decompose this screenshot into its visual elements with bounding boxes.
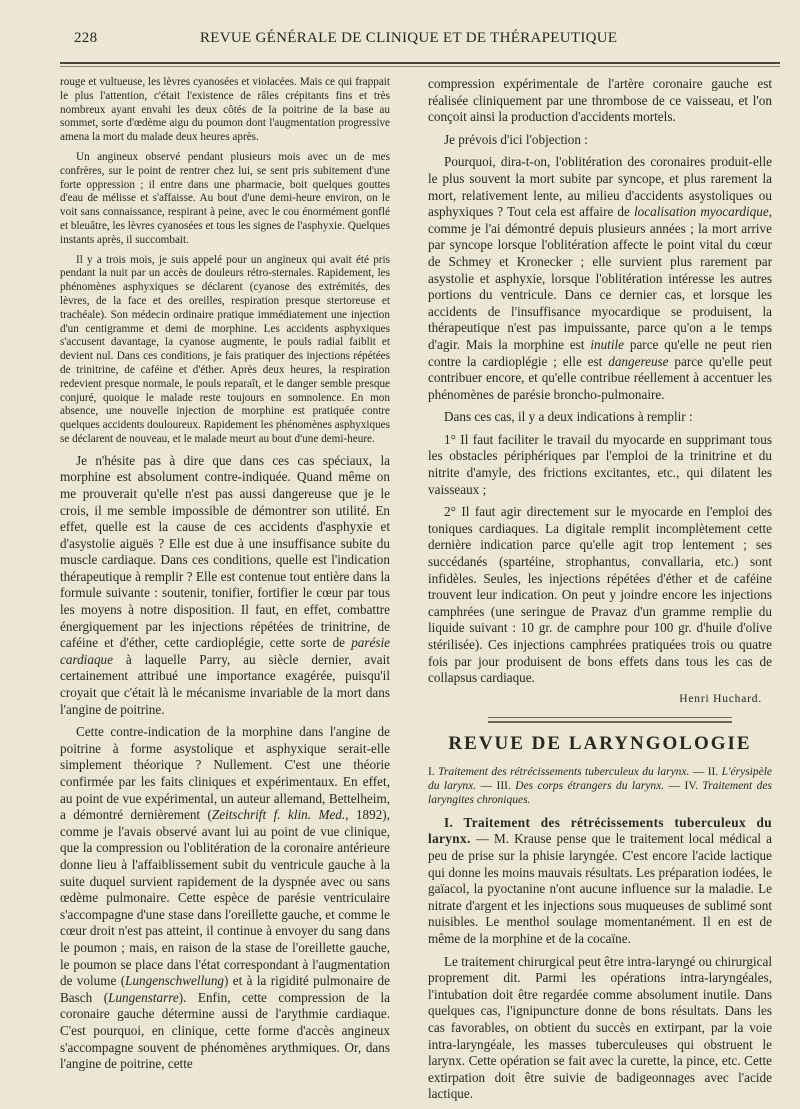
- body-paragraph-5: [428, 154, 772, 403]
- text-run: ) et à la rigidité pulmonaire de Basch (: [60, 973, 390, 1005]
- emphasis: localisation myocardique,: [633, 204, 773, 220]
- body-paragraph-2: [60, 724, 390, 1072]
- body-paragraph-8: 2° Il faut agir directement sur le myocarde en l'emploi des toniques cardiaques. La digitale remplit incomplètement cette dernière indication parce qu'elle agit trop lentement ; ses succédanés (spartéine, strophantus, convallaria, etc.) sont infidèles. Seules, les injections répétées d'éther et de caféine trouvent leur indication. On peut y joindre encore les injections camphrées (une seringue de Pravaz d'un gramme remplie du liquide suivant : 10 gr. de camphre pour 100 gr. d'huile d'olive stérilisée). Ces injections camphrées pratiquées trois ou quatre fois par jour produisent de bons effets dans tous les cas de collapsus cardiaque.: [428, 504, 772, 686]
- article-heading: I. Traitement des rétrécissements tuberculeux du larynx.: [428, 814, 772, 847]
- section-rule-top: [488, 717, 732, 718]
- running-title: REVUE GÉNÉRALE DE CLINIQUE ET DE THÉRAPEUTIQUE: [200, 30, 618, 46]
- body-paragraph-4: Je prévois d'ici l'objection :: [444, 131, 588, 147]
- text-run: parce qu'elle peut contribuer encore, et qu'elle contribue réellement à accentuer les phénomènes de parésie broncho-pulmonaire.: [428, 353, 772, 402]
- body-paragraph-7: 1° Il faut faciliter le travail du myocarde en supprimant tous les obstacles périphériques par l'emploi de la trinitrine et du nitrite d'amyle, des frictions excitantes, etc., qui dilatent les vaisseaux ;: [428, 431, 772, 497]
- text-run: Pourquoi, dira-t-on, l'oblitération des coronaires produit-elle le plus souvent la mort subite par syncope, et plus rarement la mort, relativement lente, au milieu d'accidents asystoliques ou asphyxiques ? Tout cela est affaire de: [428, 154, 772, 220]
- text-run: comme je l'ai démontré depuis plusieurs années ; la mort arrive par syncope lorsque l'oblitération affecte le point vital du cœur de Schmey et Kronecker ; elle survient plus rarement par asystolie et asphyxie, lorsque l'oblitération intéresse les autres portions du ventricule. Dans ce dernier cas, et lorsque les accidents de l'insuffisance myocardique se produisent, la thérapeutique n'est pas impuissante, parce qu'on a le temps d'agir. Mais la morphine est: [428, 220, 772, 352]
- text-run: parce qu'elle ne peut rien contre la cardioplégie ; elle est: [428, 336, 773, 369]
- author-signature: Henri Huchard.: [679, 692, 762, 705]
- left-column: [60, 76, 390, 1079]
- section-rule-top-thick: [488, 721, 732, 723]
- emphasis: dangereuse: [608, 353, 669, 369]
- text-run: Cette contre-indication de la morphine dans l'angine de poitrine à forme asystolique et asphyxique serait-elle simplement théorique ? Nullement. C'est une théorie confirmée par les faits cliniques et expérimentaux. En effet, au point de vue expérimental, un auteur allemand, Bettelheim, a démontré dernièrement (: [60, 724, 390, 823]
- article-paragraph-2: Le traitement chirurgical peut être intra-laryngé ou chirurgical proprement dit. Parmi les opérations intra-laryngéales, l'intubation doit être regardée comme absolument inutile. Dans quelques cas, l'ignipuncture donne de bons résultats. Dans les cas favorables, on obtient du succès en extirpant, par la voie intra-laryngéale, les masses tuberculeuses qui obstruent le larynx. Cette opération se fait avec la curette, la pince, etc. Cette extirpation doit être suivie de badigeonnages avec l'acide lactique.: [428, 953, 772, 1102]
- toc-number: I.: [428, 765, 435, 778]
- toc-number: — III.: [480, 779, 511, 792]
- text-run: — M. Krause pense que le traitement local médical a peu de prise sur la phisie laryngée. C'est encore l'acide lactique qui donne les moins mauvais résultats. Les préparation iodées, le gaïacol, la pyoctanine n'ont aucune influence sur la maladie. Le nitrate d'argent et les injections sous muqueuses de sublimé sont nuisibles. Le menthol soulage momentanément. Il en est de même de la morphine et de la cocaïne.: [428, 831, 772, 946]
- right-column: [428, 76, 772, 1109]
- emphasis: parésie cardiaque: [60, 635, 391, 667]
- emphasis: inutile: [590, 336, 625, 352]
- header-rule-thin: [60, 66, 780, 67]
- case-paragraph-3: Il y a trois mois, je suis appelé pour un angineux qui avait été pris pendant la nuit par un accès de douleurs rétro-sternales. Rapidement, les phénomènes asphyxiques se déclarent (cyanose des extrémités, des lèvres, de la face et des oreilles, respiration presque stertoreuse et trachéale). Son médecin ordinaire pratique immédiatement une injection d'un centigramme et demi de morphine. Les accidents asphyxiques s'accusent davantage, la cyanose augmente, le pouls radial faiblit et devient nul. Dans ces conditions, je fais pratiquer des injections répétées de trinitrine, de caféine et d'éther. Après deux heures, la respiration redevient presque normale, le pouls reparaît, et le danger semble presque conjuré, quoique le malade reste toujours en somnolence. En mon absence, une nouvelle injection de morphine est pratiquée contre quelques accidents douloureux. Rapidement les phénomènes asphyxiques se déclarent de nouveau, et le malade meurt au bout d'une demi-heure.: [60, 253, 390, 445]
- body-paragraph-3: compression expérimentale de l'artère coronaire gauche est réalisée cliniquement par une thrombose de ce vaisseau, et l'on conçoit ainsi la production d'accidents mortels.: [428, 76, 772, 125]
- case-paragraph-1: rouge et vultueuse, les lèvres cyanosées et violacées. Mais ce qui frappait le plus l'attention, c'était l'existence de râles crépitants fins et très nombreux ayant envahi les deux côtés de la poitrine de la base au sommet, sorte d'œdème aigu du poumon dont l'augmentation progressive amena la mort du malade deux heures après.: [60, 76, 390, 144]
- toc-item: Traitement des laryngites chroniques.: [428, 779, 772, 806]
- article-paragraph-1: [428, 815, 772, 948]
- toc-item: Des corps étrangers du larynx.: [515, 779, 665, 792]
- text-run: , 1892), comme je l'avais observé avant lui au point de vue clinique, que la compression ou l'oblitération de la coronaire antérieure donne lieu à l'affaiblissement subit du ventricule gauche à la suite duquel survient rapidement de la dyspnée avec ou sans œdème pulmonaire. Cette espèce de parésie ventriculaire s'accompagne d'une stase dans l'oreillette gauche, et comme le cœur droit n'est pas atteint, il continue à envoyer du sang dans le poumon ; mais, en raison de la stase de l'oreillette gauche, le poumon se place dans l'état correspondant à l'augmentation de volume (: [60, 807, 390, 989]
- text-run: Je n'hésite pas à dire que dans ces cas spéciaux, la morphine est absolument contre-indiquée. Quand même on me prouverait qu'elle n'est pas aussi dangereuse que je le crois, il me semble impossible de démontrer son utilité. En effet, quelle est la cause de ces accidents d'asphyxie et d'asystolie aiguës ? Elle est due à une insuffisance subite du muscle cardiaque. Dans ces conditions, quelle est l'indication thérapeutique à remplir ? Elle est contenue tout entière dans la formule suivante : soutenir, tonifier, fortifier le cœur par tous les moyens à notre disposition. Il faut, en effet, combattre énergiquement par les injections répétées de trinitrine, de caféine et d'éther, cette cardioplégie, cette sorte de: [60, 452, 390, 651]
- emphasis: Lungenschwellung: [125, 973, 225, 989]
- citation: Zeitschrift f. klin. Med.: [211, 807, 346, 823]
- emphasis: Lungenstarre: [108, 989, 179, 1005]
- text-run: à laquelle Parry, au siècle dernier, avait certainement attribué une importance exagérée, puisqu'il croyait que c'était là le mécanisme invariable de la mort dans l'angine de poitrine.: [60, 651, 390, 717]
- body-paragraph-1: [60, 453, 390, 719]
- body-paragraph-6: Dans ces cas, il y a deux indications à remplir :: [444, 409, 693, 425]
- toc-number: — IV.: [668, 779, 699, 792]
- toc-item: Traitement des rétrécissements tuberculeux du larynx.: [438, 765, 690, 778]
- section-contents: [428, 765, 772, 807]
- toc-number: — II.: [692, 765, 719, 778]
- page-header: [60, 30, 760, 54]
- toc-item: L'érysipèle du larynx.: [428, 765, 773, 792]
- section-title: REVUE DE LARYNGOLOGIE: [448, 732, 752, 754]
- page-number: 228: [74, 30, 98, 46]
- text-run: ). Enfin, cette compression de la coronaire gauche détermine aussi de l'arythmie cardiaque. C'est pourquoi, en clinique, cette forme d'accès angineux s'accompagne souvent de phénomènes arythmiques. Or, dans l'angine de poitrine, cette: [60, 989, 390, 1072]
- header-rule: [60, 62, 780, 64]
- case-paragraph-2: Un angineux observé pendant plusieurs mois avec un de mes confrères, sur le point de rentrer chez lui, se sent pris subitement d'une forte oppression ; il entre dans une pharmacie, boit quelques gouttes d'eau de mélisse et s'affaisse. Au bout d'une demi-heure environ, on le voit sans connaissance, respirant à peine, avec le cou énormément gonflé et bleuâtre, les lèvres cyanosées et tous les signes de l'asphyxie. Quelques instants après, il succombait.: [60, 150, 390, 246]
